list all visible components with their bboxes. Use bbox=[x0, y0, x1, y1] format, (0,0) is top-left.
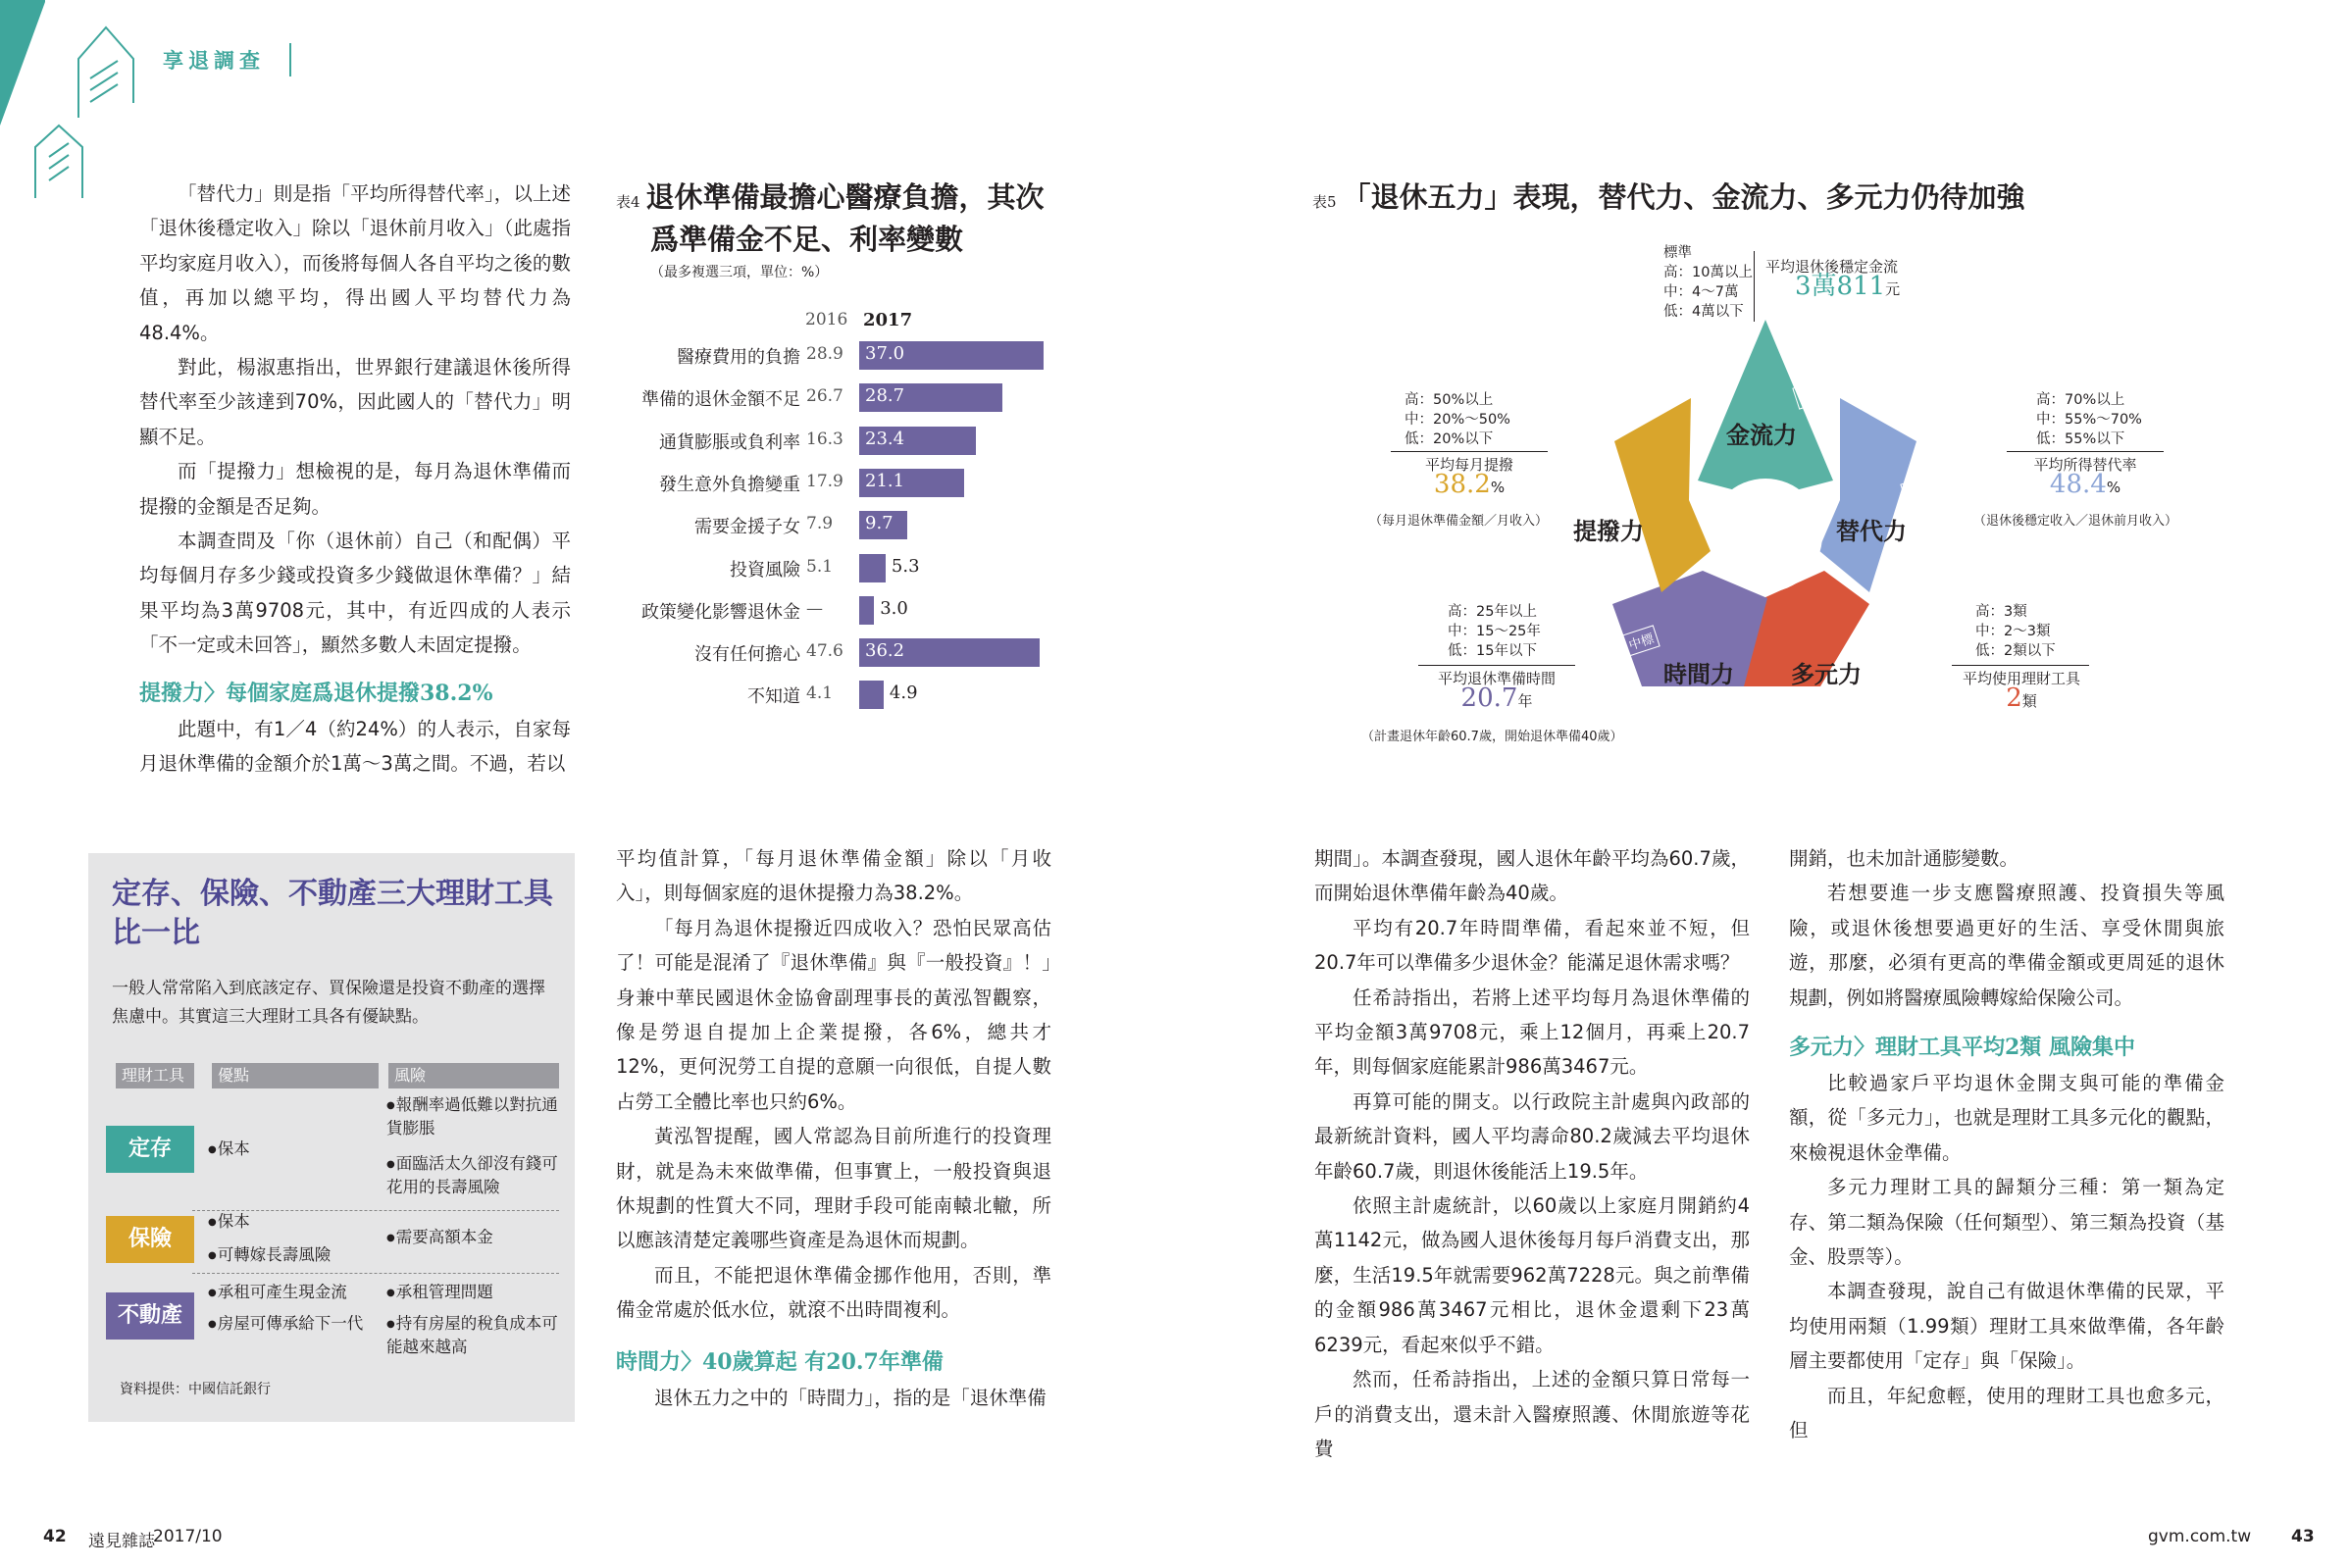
value-label-2017: 28.7 bbox=[865, 385, 905, 407]
page-number-left: 42 bbox=[43, 1527, 67, 1546]
section-divider bbox=[289, 43, 291, 76]
info-ti-std bbox=[2036, 390, 2142, 449]
bar-2017 bbox=[859, 596, 874, 625]
info-shi-value bbox=[1412, 669, 1581, 712]
table-number: 表4 bbox=[616, 193, 640, 211]
paragraph: 若想要進一步支應醫療照護、投資損失等風險，或退休後想要過更好的生活、享受休閒與旅遊，那麼，必須有更高的準備金額或更周延的退休規劃，例如將醫療風險轉嫁給保險公司。 bbox=[1789, 882, 2224, 1009]
right-column-2 bbox=[1789, 841, 2224, 1448]
metric-value: 20.7 bbox=[1460, 683, 1518, 713]
std-mid: 中：15～25年 bbox=[1448, 624, 1541, 639]
sidebar-title-line1: 定存、保險、不動產三大理財工具 bbox=[112, 877, 553, 911]
value-2016: 16.3 bbox=[806, 429, 843, 449]
paragraph: 黃泓智提醒，國人常認為目前所進行的投資理財，就是為未來做準備，但事實上，一般投資與退休規劃的性質大不同，理財手段可能南轅北轍，所以應該清楚定義哪些資產是為退休而規劃。 bbox=[616, 1125, 1051, 1252]
metric-label: 平均退休後穩定金流 bbox=[1765, 258, 1899, 276]
pentagon-segment-bo bbox=[1614, 398, 1711, 592]
info-duo-std bbox=[1975, 602, 2056, 661]
paragraph: 然而，任希詩指出，上述的金額只算日常每一戶的消費支出，還未計入醫療照護、休閒旅遊等花費 bbox=[1314, 1368, 1750, 1460]
con-item: ● 報酬率過低難以對抗通貨膨脹 bbox=[386, 1093, 563, 1139]
tag-jin: 低標 bbox=[1792, 378, 1830, 409]
chart-title-line1: 退休準備最擔心醫療負擔，其次 bbox=[645, 180, 1045, 214]
info-ti-value bbox=[2001, 455, 2170, 498]
chart4-bars bbox=[608, 339, 1079, 712]
category-label: 沒有任何擔心 bbox=[694, 644, 800, 666]
pro-item: ● 可轉嫁長壽風險 bbox=[208, 1243, 331, 1267]
std-mid: 中：55%～70% bbox=[2036, 412, 2142, 428]
section-title: 享退調查 bbox=[163, 49, 265, 73]
info-jin-value bbox=[1765, 257, 1900, 300]
std-high: 高：10萬以上 bbox=[1663, 265, 1753, 280]
tag-ti: 低標 bbox=[1900, 474, 1938, 505]
metric-unit: % bbox=[2106, 479, 2121, 496]
pentagon-segment-ti bbox=[1818, 398, 1916, 592]
tag-duo: 中標 bbox=[1861, 625, 1899, 656]
std-high: 高：3類 bbox=[1975, 604, 2027, 620]
value-2016: 5.1 bbox=[806, 556, 834, 577]
value-label-2017: 37.0 bbox=[865, 343, 905, 364]
info-divider bbox=[1418, 665, 1575, 666]
paragraph: 多元力理財工具的歸類分三種：第一類為定存、第二類為保險（任何類型）、第三類為投資（基金、股票等）。 bbox=[1789, 1176, 2224, 1269]
value-label-2017: 23.4 bbox=[865, 428, 905, 449]
std-mid: 中：2～3類 bbox=[1975, 624, 2051, 639]
pro-item: ● 保本 bbox=[208, 1138, 250, 1161]
info-divider bbox=[1391, 451, 1548, 452]
paragraph: 對此，楊淑惠指出，世界銀行建議退休後所得替代率至少該達到70%，因此國人的「替代力」明顯不足。 bbox=[139, 356, 571, 448]
label-ti: 替代力 bbox=[1836, 518, 1907, 545]
pro-item: ● 保本 bbox=[208, 1210, 250, 1234]
tag-shi: 中標 bbox=[1621, 625, 1660, 656]
source-note: 資料提供：中國信託銀行 bbox=[120, 1382, 271, 1397]
pro-item: ● 承租可產生現金流 bbox=[208, 1281, 384, 1304]
category-label: 醫療費用的負擔 bbox=[677, 347, 800, 368]
chart4-title bbox=[616, 178, 1067, 281]
value-2016: 17.9 bbox=[806, 471, 843, 491]
paragraph: 而「提撥力」想檢視的是，每月為退休準備而提撥的金額是否足夠。 bbox=[139, 460, 571, 518]
metric-value: 48.4 bbox=[2049, 470, 2107, 499]
value-label-2017: 9.7 bbox=[865, 513, 894, 534]
con-item: ● 承租管理問題 bbox=[386, 1281, 563, 1304]
tool-name-realestate: 不動產 bbox=[106, 1292, 194, 1340]
value-label-2017: 3.0 bbox=[880, 597, 908, 619]
col-2016-header: 2016 bbox=[805, 310, 848, 329]
metric-value: 2 bbox=[2006, 683, 2022, 713]
category-label: 不知道 bbox=[747, 686, 800, 708]
paragraph: 而且，年紀愈輕，使用的理財工具也愈多元，但 bbox=[1789, 1384, 2224, 1442]
paragraph: 任希詩指出，若將上述平均每月為退休準備的平均金額3萬9708元，乘上12個月，再乘上20.7年，則每個家庭能累計986萬3467元。 bbox=[1314, 986, 1750, 1079]
paragraph: 平均有20.7年時間準備，看起來並不短，但20.7年可以準備多少退休金？能滿足退休需求嗎？ bbox=[1314, 916, 1750, 975]
info-bo-std bbox=[1405, 390, 1510, 449]
tool-name-insurance: 保險 bbox=[106, 1216, 194, 1263]
value-2016: 4.1 bbox=[806, 683, 834, 704]
sidebar-title-line2: 比一比 bbox=[112, 916, 200, 950]
left-column bbox=[139, 177, 571, 782]
con-item: ● 持有房屋的稅負成本可能越來越高 bbox=[386, 1312, 563, 1358]
pro-item: ● 房屋可傳承給下一代 bbox=[208, 1312, 384, 1336]
table-header-pro: 優點 bbox=[212, 1063, 379, 1088]
bar-2017 bbox=[859, 554, 886, 582]
sidebar-intro: 一般人常常陷入到底該定存、買保險還是投資不動產的選擇焦慮中。其實這三大理財工具各有優缺點。 bbox=[112, 979, 545, 1027]
std-high: 高：70%以上 bbox=[2036, 392, 2125, 408]
category-label: 發生意外負擔變重 bbox=[659, 474, 800, 495]
info-bo-note: （每月退休準備金額／月收入） bbox=[1369, 514, 1549, 529]
bar-2017 bbox=[859, 681, 884, 709]
teal-corner-shape bbox=[0, 0, 45, 126]
label-jin: 金流力 bbox=[1726, 422, 1797, 449]
info-divider bbox=[1952, 665, 2089, 666]
chart5-title bbox=[1312, 178, 2195, 221]
paragraph: 本調查問及「你（退休前）自己（和配偶）平均每個月存多少錢或投資多少錢做退休準備？」結果平均為3萬9708元，其中，有近四成的人表示「不一定或未回答」，顯然多數人未固定提撥。 bbox=[139, 530, 571, 657]
paragraph: 開銷，也未加計通膨變數。 bbox=[1789, 847, 2019, 870]
std-mid: 中：20%～50% bbox=[1405, 412, 1510, 428]
chart5-title-text: 「退休五力」表現，替代力、金流力、多元力仍待加強 bbox=[1342, 180, 2025, 214]
header-decoration bbox=[0, 0, 157, 201]
paragraph: 「替代力」則是指「平均所得替代率」，以上述「退休後穩定收入」除以「退休前月收入」（此處指平均家庭月收入），而後將每個人各自平均之後的數值，再加以總平均，得出國人平均替代力為48.4%。 bbox=[139, 182, 571, 344]
paragraph: 比較過家戶平均退休金開支與可能的準備金額，從「多元力」，也就是理財工具多元化的觀點，來檢視退休金準備。 bbox=[1789, 1072, 2224, 1164]
paragraph: 而且，不能把退休準備金挪作他用，否則，準備金常處於低水位，就滾不出時間複利。 bbox=[616, 1263, 1051, 1322]
tool-name-deposit: 定存 bbox=[106, 1126, 194, 1173]
metric-value: 3萬811 bbox=[1795, 272, 1886, 301]
std-high: 高：25年以上 bbox=[1448, 604, 1537, 620]
value-label-2017: 21.1 bbox=[865, 470, 905, 491]
metric-unit: % bbox=[1490, 479, 1506, 496]
value-label-2017: 5.3 bbox=[891, 555, 920, 577]
magazine-name: 遠見雜誌 bbox=[88, 1532, 155, 1551]
table-number: 表5 bbox=[1312, 193, 1337, 211]
metric-label: 平均使用理財工具 bbox=[1962, 670, 2080, 687]
metric-value: 38.2 bbox=[1433, 470, 1491, 499]
info-jin-std bbox=[1663, 243, 1753, 322]
metric-unit: 類 bbox=[2021, 692, 2037, 710]
pentagon-center bbox=[1709, 479, 1822, 592]
std-low: 低：55%以下 bbox=[2036, 431, 2125, 447]
metric-label: 平均每月提撥 bbox=[1424, 456, 1513, 474]
paragraph: 依照主計處統計，以60歲以上家庭月開銷約4萬1142元，做為國人退休後每月每戶消費支出，那麼，生活19.5年就需要962萬7228元。與之前準備的金額986萬3467元相比，退休金還剩下23萬6239元，看起來似乎不錯。 bbox=[1314, 1194, 1750, 1356]
category-label: 準備的退休金額不足 bbox=[641, 389, 800, 411]
col-2017-header: 2017 bbox=[863, 310, 913, 330]
rising-arrows-icon bbox=[35, 27, 133, 198]
paragraph: 平均值計算，「每月退休準備金額」除以「月收入」，則每個家庭的退休提撥力為38.2%。 bbox=[616, 847, 1051, 905]
info-duo-value bbox=[1948, 669, 2095, 712]
std-mid: 中：4～7萬 bbox=[1663, 284, 1739, 300]
row-divider bbox=[192, 1273, 559, 1274]
page-number-right: 43 bbox=[2291, 1527, 2315, 1546]
paragraph: 再算可能的開支。以行政院主計處與內政部的最新統計資料，國人平均壽命80.2歲減去平均退休年齡60.7歲，則退休後能活上19.5年。 bbox=[1314, 1089, 1750, 1183]
info-ti-note: （退休後穩定收入／退休前月收入） bbox=[1973, 514, 2178, 529]
paragraph: 「每月為退休提撥近四成收入？恐怕民眾高估了！可能是混淆了『退休準備』與『一般投資』！」身兼中華民國退休金協會副理事長的黃泓智觀察，像是勞退自提加上企業提撥，各6%，總共才12%，更何況勞工自提的意願一向很低，自提人數占勞工全體比率也只約6%。 bbox=[616, 916, 1051, 1113]
category-label: 投資風險 bbox=[730, 559, 800, 581]
value-2016: 28.9 bbox=[806, 344, 843, 364]
info-divider bbox=[1754, 251, 1755, 322]
subhead-tibo: 提撥力〉每個家庭爲退休提撥38.2% bbox=[139, 680, 493, 706]
value-2016: 26.7 bbox=[806, 386, 843, 407]
label-shi: 時間力 bbox=[1663, 661, 1734, 688]
paragraph: 本調查發現，說自己有做退休準備的民眾，平均使用兩類（1.99類）理財工具來做準備，各年齡層主要都使用「定存」與「保險」。 bbox=[1789, 1280, 2224, 1373]
right-column-1 bbox=[1314, 841, 1750, 1466]
sidebar-title bbox=[112, 875, 553, 953]
value-2016: 7.9 bbox=[806, 514, 834, 534]
pentagon-segment-jin bbox=[1698, 320, 1833, 498]
chart-note: （最多複選三項，單位：%） bbox=[650, 265, 829, 280]
std-label: 標準 bbox=[1663, 245, 1692, 261]
metric-unit: 年 bbox=[1517, 692, 1533, 710]
category-label: 需要金援子女 bbox=[694, 517, 800, 538]
issue-date: 2017/10 bbox=[153, 1527, 223, 1546]
metric-label: 平均退休準備時間 bbox=[1437, 670, 1556, 687]
con-item: ● 需要高額本金 bbox=[386, 1226, 563, 1249]
paragraph: 此題中，有1／4（約24%）的人表示，自家每月退休準備的金額介於1萬～3萬之間。不過，若以 bbox=[139, 717, 571, 776]
metric-unit: 元 bbox=[1885, 280, 1901, 298]
website: gvm.com.tw bbox=[2148, 1527, 2252, 1546]
subhead-duoyuan: 多元力〉理財工具平均2類 風險集中 bbox=[1789, 1035, 2135, 1061]
std-low: 低：15年以下 bbox=[1448, 643, 1537, 659]
label-duo: 多元力 bbox=[1791, 661, 1862, 688]
info-shi-std bbox=[1448, 602, 1541, 661]
category-label: 通貨膨脹或負利率 bbox=[659, 431, 800, 453]
tag-bo: 中標 bbox=[1580, 474, 1618, 505]
chart-title-line2: 爲準備金不足、利率變數 bbox=[650, 223, 964, 256]
value-2016: 47.6 bbox=[806, 641, 843, 662]
value-2016: — bbox=[806, 598, 823, 619]
info-shi-note: （計畫退休年齡60.7歲，開始退休準備40歲） bbox=[1361, 730, 1623, 744]
info-bo-value bbox=[1385, 455, 1554, 498]
label-bo: 提撥力 bbox=[1573, 518, 1644, 545]
paragraph: 退休五力之中的「時間力」，指的是「退休準備 bbox=[654, 1386, 1047, 1409]
std-low: 低：20%以下 bbox=[1405, 431, 1494, 447]
table-header-tool: 理財工具 bbox=[116, 1063, 194, 1088]
std-low: 低：4萬以下 bbox=[1663, 304, 1744, 320]
comparison-sidebar bbox=[88, 853, 575, 1422]
info-divider bbox=[2007, 451, 2164, 452]
paragraph: 期間」。本調查發現，國人退休年齡平均為60.7歲，而開始退休準備年齡為40歲。 bbox=[1314, 847, 1750, 905]
metric-label: 平均所得替代率 bbox=[2033, 456, 2137, 474]
category-label: 政策變化影響退休金 bbox=[641, 601, 800, 623]
std-low: 低：2類以下 bbox=[1975, 643, 2056, 659]
con-item: ● 面臨活太久卻沒有錢可花用的長壽風險 bbox=[386, 1152, 563, 1198]
value-label-2017: 36.2 bbox=[865, 640, 905, 662]
subhead-shijian: 時間力〉40歲算起 有20.7年準備 bbox=[616, 1348, 944, 1375]
std-high: 高：50%以上 bbox=[1405, 392, 1494, 408]
middle-column bbox=[616, 841, 1051, 1415]
value-label-2017: 4.9 bbox=[889, 683, 918, 704]
table-header-con: 風險 bbox=[388, 1063, 559, 1088]
